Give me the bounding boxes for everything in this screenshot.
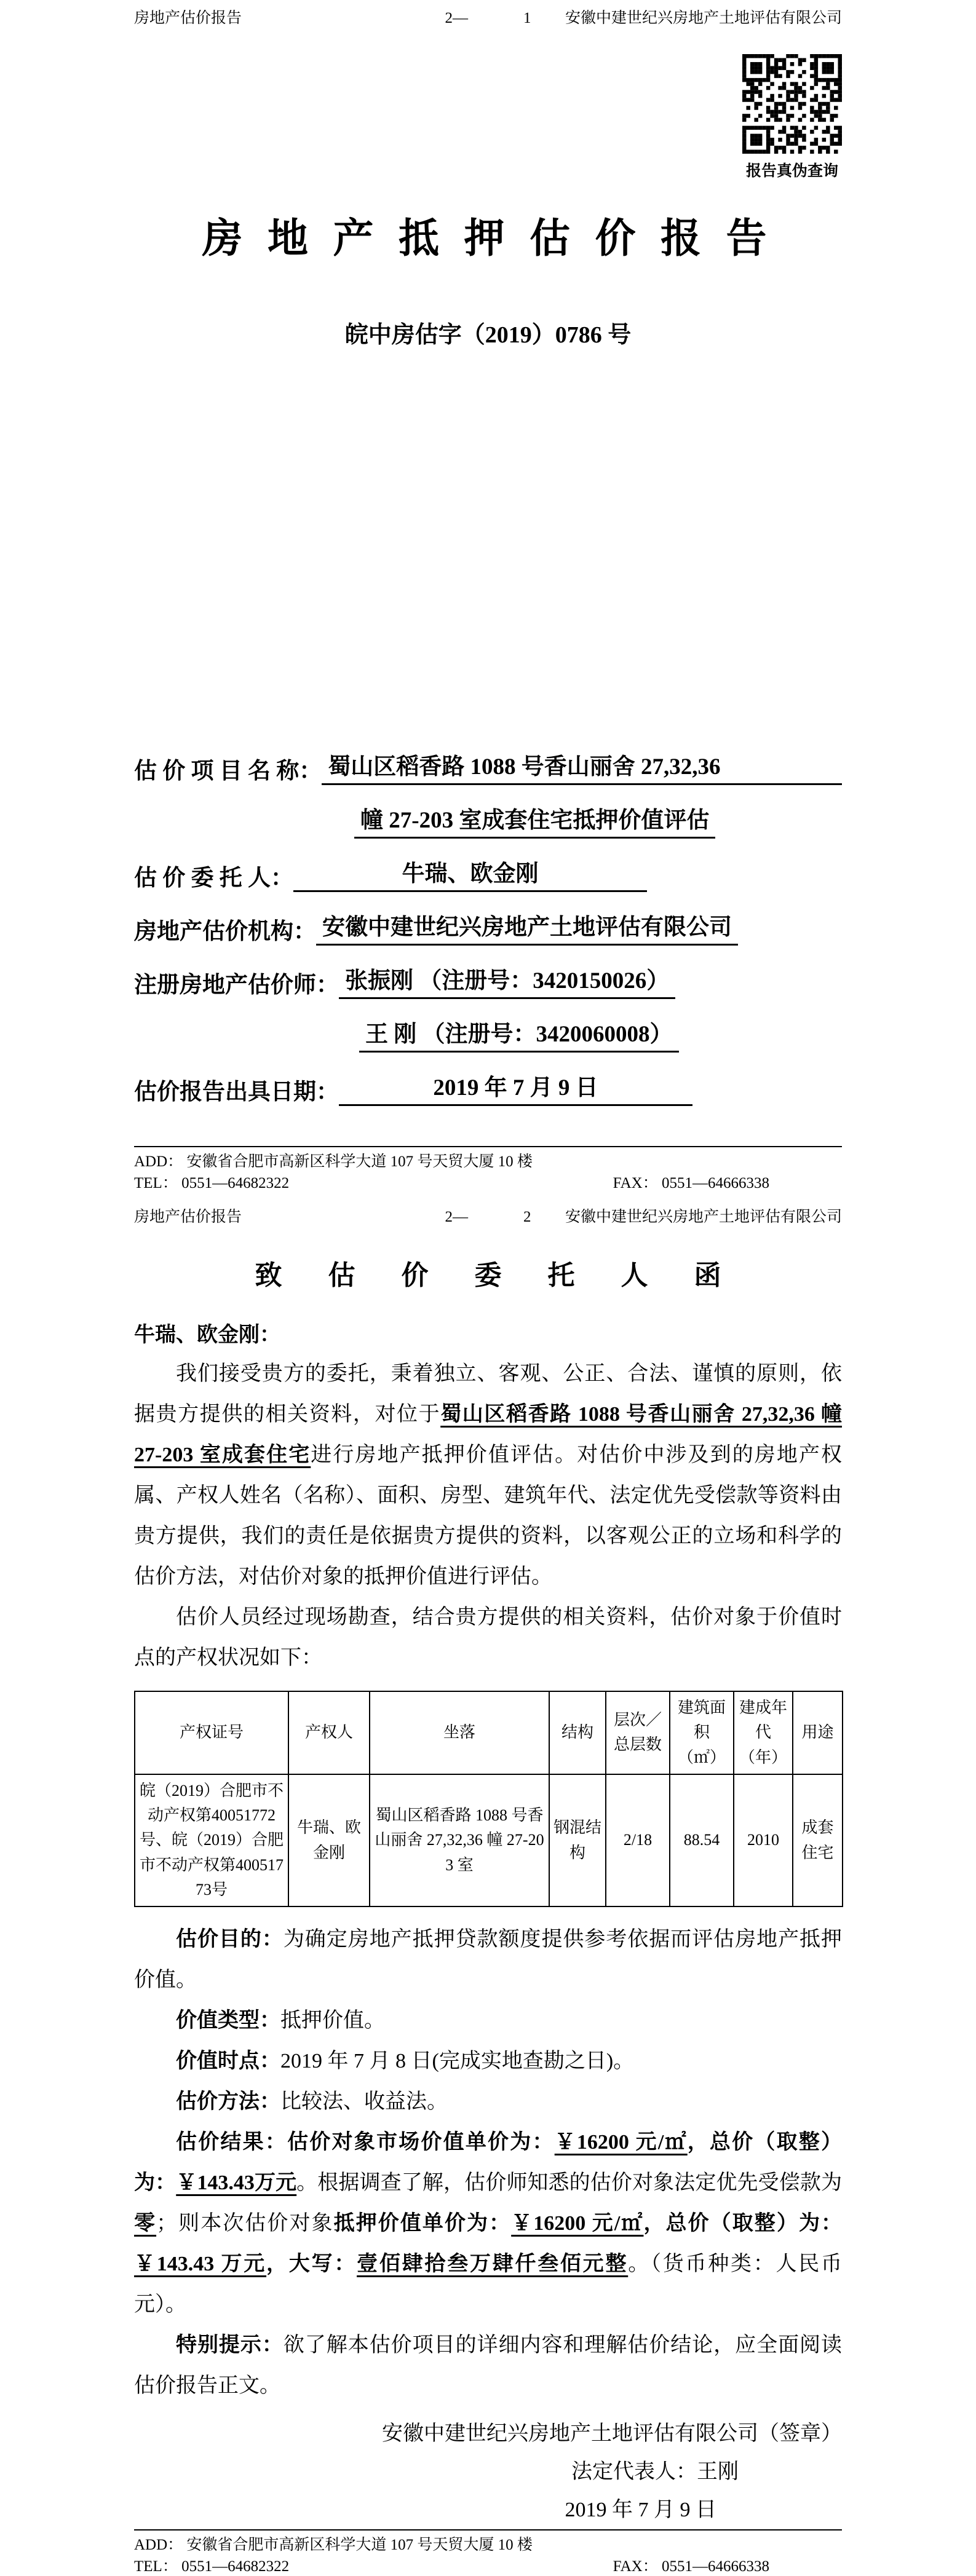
col-header-use: 用途 [793,1691,843,1774]
form-row-appraiser-1 [134,962,842,999]
qr-caption: 报告真伪查询 [745,163,838,180]
page-header [134,0,842,28]
project-name-value-line1: 蜀山区稻香路 1088 号香山丽舍 27,32,36 [322,748,842,785]
item-value-type: 价值类型：抵押价值。 [176,2009,385,2033]
item-appraisal-result: 估价结果：估价对象市场价值单价为：￥16200 元/㎡，总价（取整）为：￥143.43万元。根据调查了解，估价师知悉的估价对象法定优先受偿款为零；则本次估价对象抵押价值单价为：￥16200 元/㎡，总价（取整）为：￥143.43 万元，大写：壹佰肆拾叁万肆仟叁佰元整。（货币种类：人民币元）。 [134,2131,843,2317]
item-appraisal-purpose: 估价目的：为确定房地产抵押贷款额度提供参考依据而评估房地产抵押价值。 [134,1928,843,1992]
client-label: 估 价 委 托 人： [134,866,293,891]
cell-structure: 钢混结构 [549,1774,606,1906]
qr-code [742,54,842,154]
header-section-number: 2— [445,10,468,26]
property-rights-table [134,1691,843,1907]
form-row-project [134,748,842,785]
page-footer [134,2529,842,2576]
header-page-number [445,9,531,28]
issue-date-label: 估价报告出具日期： [134,1080,339,1105]
table-row [135,1774,843,1906]
cell-area: 88.54 [670,1774,734,1906]
table-header-row [135,1691,843,1774]
footer-address: ADD： 安徽省合肥市高新区科学大道 107 号天贸大厦 10 楼 [134,2537,533,2554]
item-value-date: 价值时点：2019 年 7 月 8 日(完成实地查勘之日)。 [176,2050,635,2073]
letter-page [0,1199,976,2575]
col-header-certificate: 产权证号 [135,1691,288,1774]
cell-owner: 牛瑞、欧金刚 [288,1774,370,1906]
form-row-agency [134,908,842,946]
col-header-location: 坐落 [370,1691,549,1774]
cell-use: 成套住宅 [793,1774,843,1906]
form-row-issue-date [134,1069,842,1106]
header-page-number [445,1207,531,1227]
header-doc-title: 房地产估价报告 [134,10,242,26]
col-header-floor: 层次／总层数 [606,1691,670,1774]
cell-location: 蜀山区稻香路 1088 号香山丽舍 27,32,36 幢 27-203 室 [370,1774,549,1906]
appraiser-2-value: 王 刚 （注册号：3420060008） [359,1015,679,1053]
appraiser-1-value: 张振刚 （注册号：3420150026） [339,962,675,999]
signature-date: 2019 年 7 月 9 日 [565,2499,716,2522]
col-header-year: 建成年代（年） [734,1691,793,1774]
form-row-appraiser-2 [134,1015,842,1053]
col-header-owner: 产权人 [288,1691,370,1774]
header-doc-title: 房地产估价报告 [134,1209,242,1225]
report-number: 皖中房估字（2019）0786 号 [344,322,632,348]
appraiser-label: 注册房地产估价师： [134,973,339,998]
agency-label: 房地产估价机构： [134,919,316,944]
form-row-project-line2 [134,801,842,839]
report-cover-page [0,0,976,1199]
signature-legal-rep: 法定代表人：王刚 [571,2460,739,2484]
item-special-notice: 特别提示：欲了解本估价项目的详细内容和理解估价结论，应全面阅读估价报告正文。 [134,2334,843,2398]
footer-address: ADD： 安徽省合肥市高新区科学大道 107 号天贸大厦 10 楼 [134,1153,533,1170]
signature-company: 安徽中建世纪兴房地产土地评估有限公司（签章） [382,2422,842,2446]
cell-floor: 2/18 [606,1774,670,1906]
cell-year: 2010 [734,1774,793,1906]
footer-contacts [134,2557,842,2576]
letter-paragraph-intro: 我们接受贵方的委托，秉着独立、客观、公正、合法、谨慎的原则，依据贵方提供的相关资料，对位于蜀山区稻香路 1088 号香山丽舍 27,32,36 幢 27-203 室成套住宅进行房地产抵押价值评估。对估价中涉及到的房地产权属、产权人姓名（名称）、面积、房型、建筑年代、法定优先受偿款等资料由贵方提供，我们的责任是依据贵方提供的资料，以客观公正的立场和科学的估价方法，对估价对象的抵押价值进行评估。 [134,1362,843,1588]
header-company-name: 安徽中建世纪兴房地产土地评估有限公司 [565,10,842,26]
header-page-no: 2 [523,1209,531,1225]
letter-paragraph-survey: 估价人员经过现场勘查，结合贵方提供的相关资料，估价对象于价值时点的产权状况如下： [134,1606,842,1669]
footer-tel: TEL： 0551—64682322 [134,2558,290,2575]
item-appraisal-methods: 估价方法：比较法、收益法。 [176,2090,448,2114]
form-row-client [134,855,842,892]
signature-block [134,2415,842,2529]
agency-value: 安徽中建世纪兴房地产土地评估有限公司 [316,908,738,946]
col-header-area: 建筑面积（㎡） [670,1691,734,1774]
page-footer [134,1146,842,1193]
issue-date-value: 2019 年 7 月 9 日 [339,1069,692,1106]
project-name-label: 估 价 项 目 名 称： [134,759,322,784]
footer-fax: FAX： 0551—64666338 [613,2558,769,2575]
footer-tel: TEL： 0551—64682322 [134,1175,290,1191]
report-title: 房 地 产 抵 押 估 价 报 告 [202,216,774,261]
qr-verification-block [742,54,842,181]
footer-fax: FAX： 0551—64666338 [613,1175,769,1191]
col-header-structure: 结构 [549,1691,606,1774]
header-page-no: 1 [523,10,531,26]
header-company-name: 安徽中建世纪兴房地产土地评估有限公司 [565,1209,842,1225]
cell-certificate: 皖（2019）合肥市不动产权第40051772号、皖（2019）合肥市不动产权第40051773号 [135,1774,288,1906]
footer-contacts [134,1174,842,1193]
letter-salutation: 牛瑞、欧金刚： [134,1324,280,1346]
cover-form [134,748,842,1106]
page-header [134,1199,842,1227]
project-name-value-line2: 幢 27-203 室成套住宅抵押价值评估 [354,801,715,839]
letter-title: 致 估 价 委 托 人 函 [255,1260,741,1290]
header-section-number: 2— [445,1209,468,1225]
client-value: 牛瑞、欧金刚 [293,855,647,892]
